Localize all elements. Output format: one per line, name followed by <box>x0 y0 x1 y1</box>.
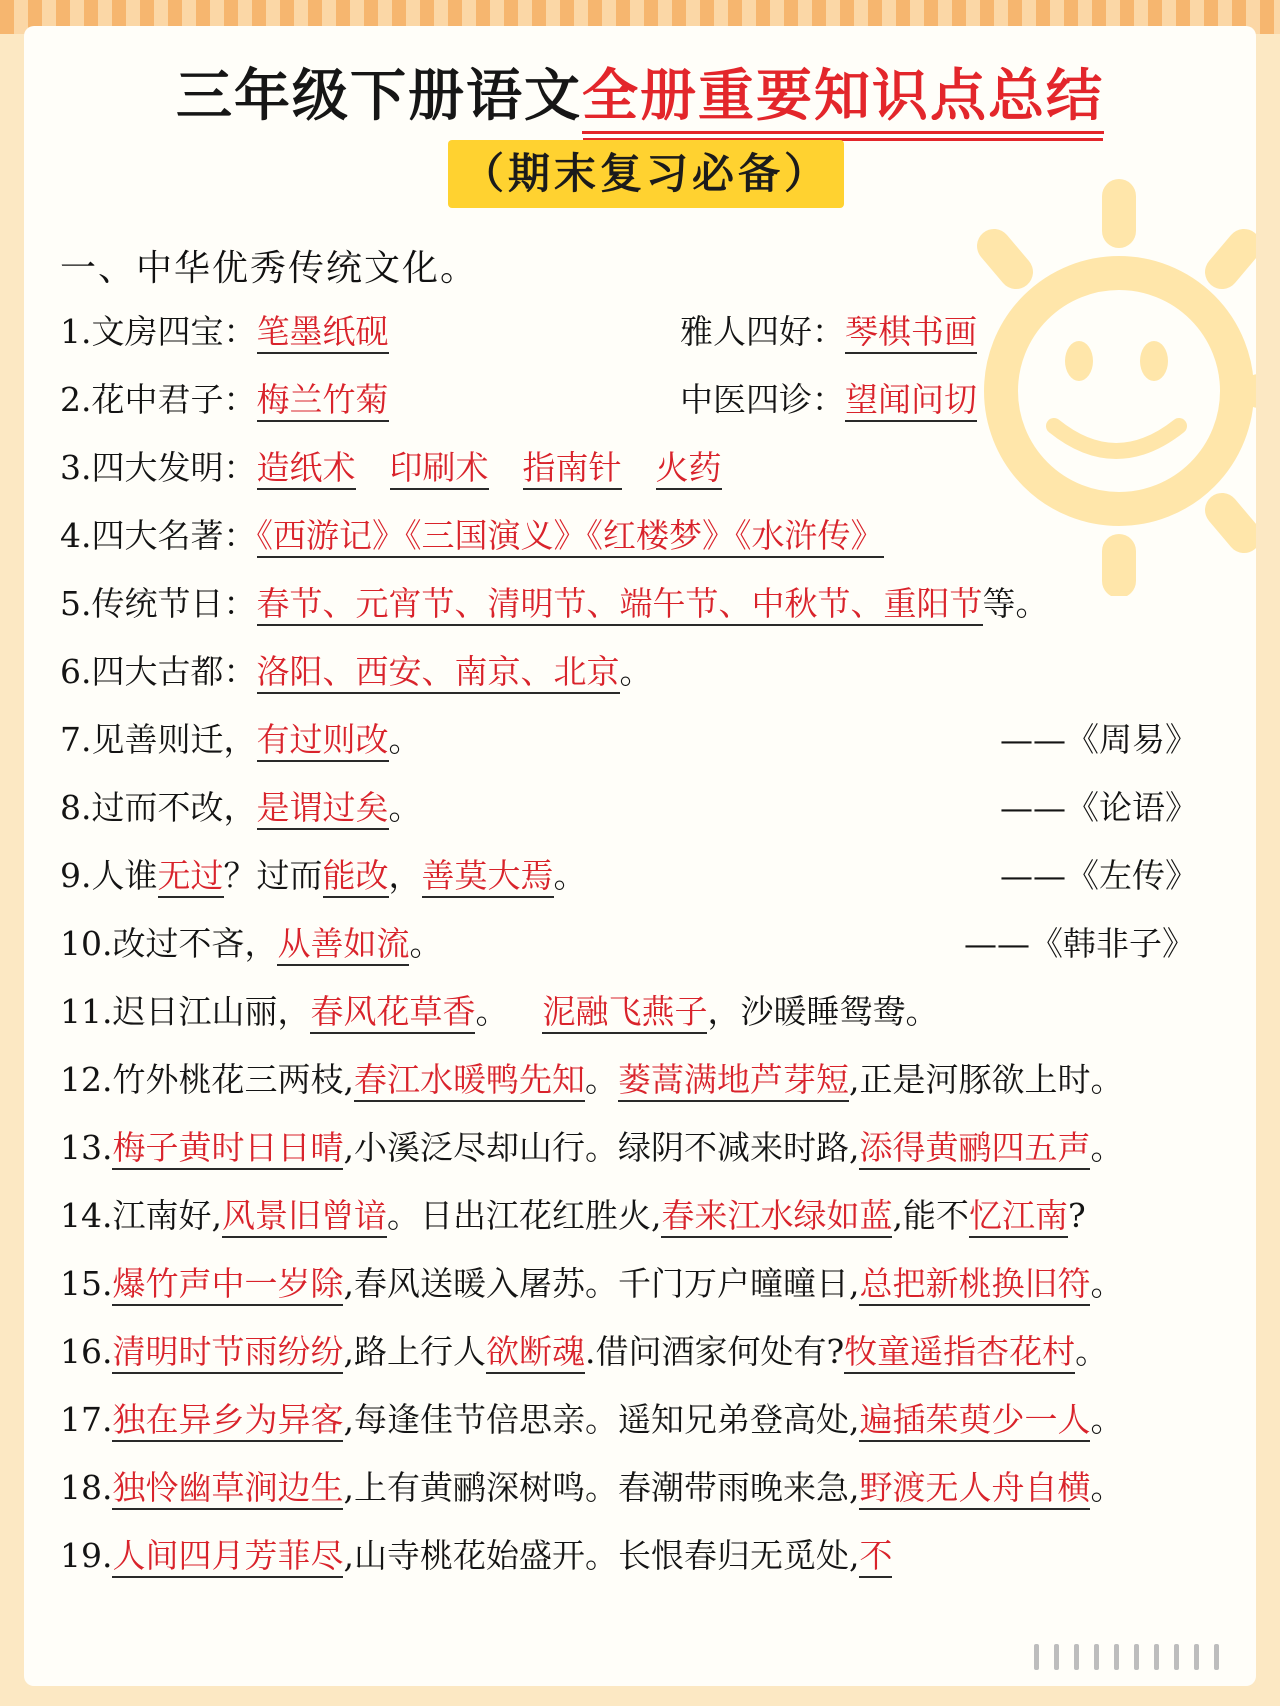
list-item-16 <box>60 1330 1108 1374</box>
item-answer: 洛阳、西安、南京、北京 <box>257 652 620 694</box>
item-text: 9.人谁 <box>60 856 158 895</box>
item-text: ,每逢佳节倍思亲。遥知兄弟登高处, <box>343 1400 860 1439</box>
item-text: ？过而 <box>223 856 323 895</box>
item-text: 19. <box>60 1536 113 1575</box>
item-text: 14.江南好, <box>60 1196 222 1235</box>
item-answer: 添得黄鹂四五声 <box>859 1128 1090 1170</box>
item-label: 3.四大发明： <box>60 448 257 487</box>
item-answer: 善莫大焉 <box>422 856 554 898</box>
item-label: 10.改过不吝， <box>60 924 278 963</box>
item-text: 。日出江花红胜火, <box>386 1196 662 1235</box>
item-text: 。 <box>584 1060 618 1099</box>
item-text: ,上有黄鹂深树鸣。春潮带雨晚来急, <box>343 1468 860 1507</box>
item-answer: 独怜幽草涧边生 <box>112 1468 343 1510</box>
item-suffix: 。 <box>409 924 443 963</box>
item-label: 8.过而不改， <box>60 788 257 827</box>
item-text: ,正是河豚欲上时。 <box>848 1060 1124 1099</box>
item-answer: 春江水暖鸭先知 <box>354 1060 585 1102</box>
list-item-14 <box>60 1194 1086 1238</box>
quote-source: ——《论语》 <box>1000 788 1198 827</box>
item-suffix: 。 <box>553 856 587 895</box>
item-text: 18. <box>60 1468 113 1507</box>
item-answer: 有过则改 <box>257 720 389 762</box>
document-page <box>24 26 1256 1686</box>
item-label: 2.花中君子： <box>60 380 257 419</box>
item-answer: 春风花草香 <box>310 992 475 1034</box>
item-label: 雅人四好： <box>680 312 845 351</box>
item-answer: 梅子黄时日日晴 <box>112 1128 343 1170</box>
item-answer: 琴棋书画 <box>845 312 977 354</box>
item-answer: 望闻问切 <box>845 380 977 422</box>
item-answer: 春来江水绿如蓝 <box>661 1196 892 1238</box>
item-answer: 野渡无人舟自横 <box>859 1468 1090 1510</box>
item-label: 中医四诊： <box>680 380 845 419</box>
item-answer: 指南针 <box>523 448 622 490</box>
item-answer: 泥融飞燕子 <box>542 992 707 1034</box>
item-answer: 牧童遥指杏花村 <box>844 1332 1075 1374</box>
quote-source: ——《周易》 <box>1000 720 1198 759</box>
item-text: 15. <box>60 1264 113 1303</box>
item-answer: 笔墨纸砚 <box>257 312 389 354</box>
list-item-1-right <box>680 310 977 354</box>
sun-decoration-icon <box>954 176 1256 596</box>
list-item-10 <box>60 922 442 966</box>
item-text: ， <box>388 856 422 895</box>
item-answer: 造纸术 <box>257 448 356 490</box>
subtitle-badge: （期末复习必备） <box>448 140 844 208</box>
item-text: ,能不 <box>892 1196 969 1235</box>
list-item-2 <box>60 378 389 422</box>
item-answer: 火药 <box>656 448 722 490</box>
item-text: 16. <box>60 1332 113 1371</box>
item-label: 6.四大古都： <box>60 652 257 691</box>
item-answer: 欲断魂 <box>486 1332 585 1374</box>
item-answer: 梅兰竹菊 <box>257 380 389 422</box>
item-answer: 从善如流 <box>277 924 409 966</box>
list-item-12 <box>60 1058 1123 1102</box>
page-title <box>24 62 1256 132</box>
item-answer: 忆江南 <box>969 1196 1068 1238</box>
watermark-overlay <box>1024 1634 1250 1678</box>
list-item-3 <box>60 446 722 490</box>
list-item-4 <box>60 514 884 558</box>
item-text: 。 <box>1075 1332 1109 1371</box>
list-item-2-right <box>680 378 977 422</box>
list-item-5 <box>60 582 1049 626</box>
list-item-18 <box>60 1466 1123 1510</box>
item-answer: 印刷术 <box>390 448 489 490</box>
item-label: 5.传统节日： <box>60 584 257 623</box>
list-item-1 <box>60 310 389 354</box>
item-text: 。 <box>1090 1400 1124 1439</box>
list-item-19 <box>60 1534 892 1578</box>
item-text: ? <box>1067 1196 1086 1235</box>
item-answer: 总把新桃换旧符 <box>859 1264 1090 1306</box>
quote-source: ——《韩非子》 <box>964 924 1195 963</box>
item-text: ,路上行人 <box>343 1332 486 1371</box>
item-answer: 春节、元宵节、清明节、端午节、中秋节、重阳节 <box>257 584 983 626</box>
item-text: ,春风送暖入屠苏。千门万户曈曈日, <box>343 1264 860 1303</box>
item-answer: 《西游记》《三国演义》《红楼梦》《水浒传》 <box>257 516 884 558</box>
item-text: 13. <box>60 1128 113 1167</box>
item-text: 11.迟日江山丽， <box>60 992 311 1031</box>
item-answer: 遍插茱萸少一人 <box>859 1400 1090 1442</box>
list-item-6 <box>60 650 653 694</box>
list-item-13 <box>60 1126 1123 1170</box>
list-item-11 <box>60 990 938 1034</box>
list-item-15 <box>60 1262 1123 1306</box>
item-answer: 爆竹声中一岁除 <box>112 1264 343 1306</box>
list-item-7 <box>60 718 422 762</box>
list-item-8 <box>60 786 422 830</box>
item-text: 。 <box>1090 1264 1124 1303</box>
item-answer: 清明时节雨纷纷 <box>112 1332 343 1374</box>
list-item-17 <box>60 1398 1123 1442</box>
item-label: 1.文房四宝： <box>60 312 257 351</box>
item-text: 。 <box>1090 1128 1124 1167</box>
title-red-part: 全册重要知识点总结 <box>582 64 1104 134</box>
item-text: .借问酒家何处有? <box>584 1332 845 1371</box>
title-black-part: 三年级下册语文 <box>176 64 582 129</box>
item-answer: 不 <box>859 1536 892 1578</box>
item-text: ，沙暖睡鸳鸯。 <box>707 992 939 1031</box>
item-suffix: 。 <box>388 720 422 759</box>
item-text: 12.竹外桃花三两枝, <box>60 1060 354 1099</box>
quote-source: ——《左传》 <box>1000 856 1198 895</box>
item-text: 。 <box>475 992 509 1031</box>
item-answer: 无过 <box>158 856 224 898</box>
item-answer: 人间四月芳菲尽 <box>112 1536 343 1578</box>
item-answer: 蒌蒿满地芦芽短 <box>618 1060 849 1102</box>
item-suffix: 。 <box>619 652 653 691</box>
item-text: 。 <box>1090 1468 1124 1507</box>
section-heading: 一、中华优秀传统文化。 <box>60 248 479 289</box>
item-suffix: 。 <box>388 788 422 827</box>
list-item-9 <box>60 854 587 898</box>
item-answer: 是谓过矣 <box>257 788 389 830</box>
item-suffix: 等。 <box>982 584 1049 623</box>
item-text: ,小溪泛尽却山行。绿阴不减来时路, <box>343 1128 860 1167</box>
item-text: ,山寺桃花始盛开。长恨春归无觅处, <box>343 1536 860 1575</box>
item-text: 17. <box>60 1400 113 1439</box>
item-answer: 风景旧曾谙 <box>222 1196 387 1238</box>
item-label: 4.四大名著： <box>60 516 257 555</box>
item-label: 7.见善则迁， <box>60 720 257 759</box>
item-answer: 独在异乡为异客 <box>112 1400 343 1442</box>
item-answer: 能改 <box>323 856 389 898</box>
